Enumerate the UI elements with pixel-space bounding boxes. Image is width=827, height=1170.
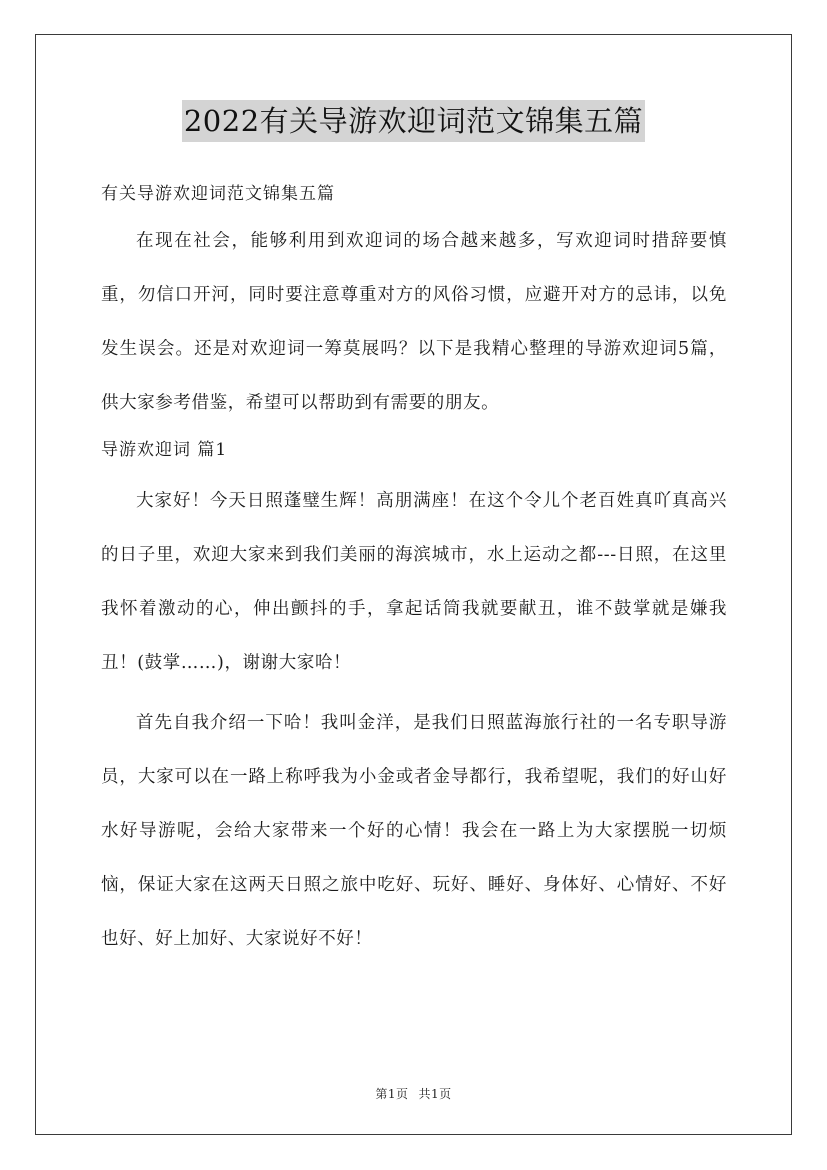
section-heading: 导游欢迎词 篇1 — [101, 440, 228, 460]
document-body — [101, 174, 727, 966]
body-paragraph-1: 大家好！今天日照蓬璧生辉！高朋满座！在这个令儿个老百姓真吖真高兴的日子里，欢迎大家来到我们美丽的海滨城市，水上运动之都---日照，在这里我怀着激动的心，伸出颤抖的手，拿起话筒我就要献丑，谁不鼓掌就是嫌我丑！(鼓掌……)，谢谢大家哈！ — [101, 491, 727, 673]
intro-paragraph: 在现在社会，能够利用到欢迎词的场合越来越多，写欢迎词时措辞要慎重，勿信口开河，同时要注意尊重对方的风俗习惯，应避开对方的忌讳，以免发生误会。还是对欢迎词一筹莫展吗？以下是我精心整理的导游欢迎词5篇，供大家参考借鉴，希望可以帮助到有需要的朋友。 — [101, 231, 727, 413]
title-container — [0, 100, 827, 142]
page-number: 第1页 — [375, 1087, 409, 1101]
page-total: 共1页 — [418, 1087, 452, 1101]
page-footer — [0, 1085, 827, 1102]
document-title: 2022有关导游欢迎词范文锦集五篇 — [182, 100, 645, 142]
body-paragraph-2: 首先自我介绍一下哈！我叫金洋，是我们日照蓝海旅行社的一名专职导游员，大家可以在一路上称呼我为小金或者金导都行，我希望呢，我们的好山好水好导游呢，会给大家带来一个好的心情！我会在一路上为大家摆脱一切烦恼，保证大家在这两天日照之旅中吃好、玩好、睡好、身体好、心情好、不好也好、好上加好、大家说好不好！ — [101, 713, 727, 949]
document-subtitle: 有关导游欢迎词范文锦集五篇 — [101, 184, 335, 204]
